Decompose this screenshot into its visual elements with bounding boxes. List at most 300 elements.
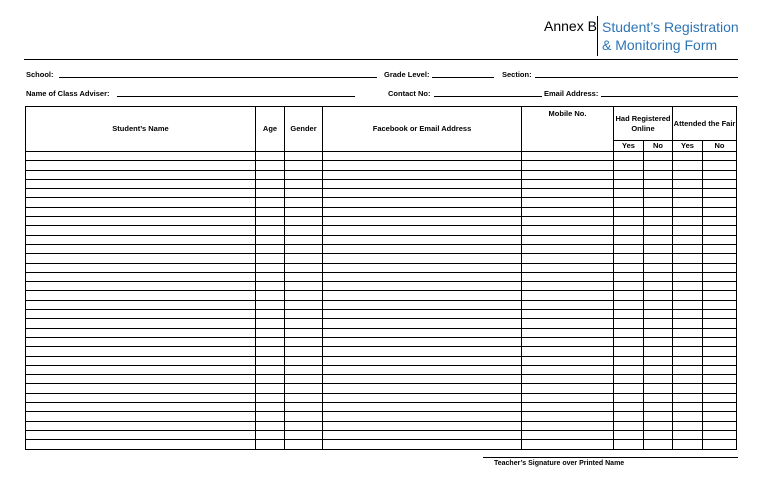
cell-gender[interactable] xyxy=(285,328,323,337)
cell-mobile-no[interactable] xyxy=(522,198,614,207)
cell-mobile-no[interactable] xyxy=(522,207,614,216)
cell-age[interactable] xyxy=(256,244,285,253)
cell-registered-yes[interactable] xyxy=(614,421,644,430)
cell-registered-no[interactable] xyxy=(644,347,673,356)
cell-facebook-email[interactable] xyxy=(323,365,522,374)
cell-attended-yes[interactable] xyxy=(673,189,703,198)
cell-attended-yes[interactable] xyxy=(673,319,703,328)
cell-age[interactable] xyxy=(256,310,285,319)
cell-age[interactable] xyxy=(256,300,285,309)
cell-gender[interactable] xyxy=(285,226,323,235)
cell-age[interactable] xyxy=(256,152,285,161)
cell-attended-yes[interactable] xyxy=(673,384,703,393)
cell-attended-yes[interactable] xyxy=(673,235,703,244)
cell-registered-no[interactable] xyxy=(644,310,673,319)
cell-registered-yes[interactable] xyxy=(614,217,644,226)
cell-age[interactable] xyxy=(256,319,285,328)
cell-attended-no[interactable] xyxy=(703,319,737,328)
signature-line[interactable] xyxy=(483,457,738,458)
cell-attended-yes[interactable] xyxy=(673,375,703,384)
cell-mobile-no[interactable] xyxy=(522,393,614,402)
cell-age[interactable] xyxy=(256,375,285,384)
cell-age[interactable] xyxy=(256,430,285,439)
cell-age[interactable] xyxy=(256,217,285,226)
cell-registered-yes[interactable] xyxy=(614,310,644,319)
cell-registered-no[interactable] xyxy=(644,282,673,291)
cell-mobile-no[interactable] xyxy=(522,189,614,198)
cell-registered-no[interactable] xyxy=(644,161,673,170)
cell-attended-no[interactable] xyxy=(703,254,737,263)
cell-attended-no[interactable] xyxy=(703,235,737,244)
cell-gender[interactable] xyxy=(285,263,323,272)
contact-no-field[interactable] xyxy=(434,96,542,97)
cell-gender[interactable] xyxy=(285,207,323,216)
cell-registered-yes[interactable] xyxy=(614,393,644,402)
cell-gender[interactable] xyxy=(285,282,323,291)
cell-gender[interactable] xyxy=(285,235,323,244)
cell-facebook-email[interactable] xyxy=(323,319,522,328)
cell-gender[interactable] xyxy=(285,189,323,198)
cell-attended-yes[interactable] xyxy=(673,337,703,346)
class-adviser-field[interactable] xyxy=(117,96,355,97)
cell-registered-yes[interactable] xyxy=(614,161,644,170)
cell-gender[interactable] xyxy=(285,393,323,402)
cell-attended-no[interactable] xyxy=(703,403,737,412)
cell-student-name[interactable] xyxy=(26,328,256,337)
cell-age[interactable] xyxy=(256,291,285,300)
cell-attended-no[interactable] xyxy=(703,384,737,393)
cell-mobile-no[interactable] xyxy=(522,291,614,300)
cell-gender[interactable] xyxy=(285,170,323,179)
cell-attended-no[interactable] xyxy=(703,179,737,188)
cell-age[interactable] xyxy=(256,403,285,412)
cell-facebook-email[interactable] xyxy=(323,244,522,253)
cell-mobile-no[interactable] xyxy=(522,263,614,272)
cell-registered-yes[interactable] xyxy=(614,235,644,244)
cell-registered-no[interactable] xyxy=(644,403,673,412)
cell-mobile-no[interactable] xyxy=(522,170,614,179)
cell-registered-no[interactable] xyxy=(644,189,673,198)
cell-facebook-email[interactable] xyxy=(323,356,522,365)
cell-attended-no[interactable] xyxy=(703,421,737,430)
cell-attended-yes[interactable] xyxy=(673,170,703,179)
cell-attended-no[interactable] xyxy=(703,152,737,161)
cell-attended-no[interactable] xyxy=(703,244,737,253)
cell-mobile-no[interactable] xyxy=(522,152,614,161)
cell-attended-yes[interactable] xyxy=(673,161,703,170)
cell-student-name[interactable] xyxy=(26,198,256,207)
cell-mobile-no[interactable] xyxy=(522,272,614,281)
cell-registered-yes[interactable] xyxy=(614,356,644,365)
cell-facebook-email[interactable] xyxy=(323,161,522,170)
cell-age[interactable] xyxy=(256,263,285,272)
cell-registered-yes[interactable] xyxy=(614,291,644,300)
cell-registered-yes[interactable] xyxy=(614,337,644,346)
cell-age[interactable] xyxy=(256,440,285,449)
cell-mobile-no[interactable] xyxy=(522,226,614,235)
cell-registered-no[interactable] xyxy=(644,170,673,179)
cell-facebook-email[interactable] xyxy=(323,189,522,198)
cell-registered-yes[interactable] xyxy=(614,319,644,328)
cell-attended-yes[interactable] xyxy=(673,356,703,365)
cell-attended-no[interactable] xyxy=(703,356,737,365)
cell-gender[interactable] xyxy=(285,430,323,439)
cell-mobile-no[interactable] xyxy=(522,254,614,263)
cell-student-name[interactable] xyxy=(26,310,256,319)
cell-gender[interactable] xyxy=(285,347,323,356)
cell-mobile-no[interactable] xyxy=(522,403,614,412)
cell-gender[interactable] xyxy=(285,217,323,226)
cell-gender[interactable] xyxy=(285,365,323,374)
cell-student-name[interactable] xyxy=(26,356,256,365)
cell-gender[interactable] xyxy=(285,412,323,421)
cell-facebook-email[interactable] xyxy=(323,403,522,412)
cell-age[interactable] xyxy=(256,207,285,216)
school-field[interactable] xyxy=(59,77,377,78)
cell-registered-yes[interactable] xyxy=(614,328,644,337)
cell-mobile-no[interactable] xyxy=(522,179,614,188)
cell-registered-no[interactable] xyxy=(644,291,673,300)
cell-attended-yes[interactable] xyxy=(673,272,703,281)
cell-attended-no[interactable] xyxy=(703,300,737,309)
cell-mobile-no[interactable] xyxy=(522,347,614,356)
cell-facebook-email[interactable] xyxy=(323,170,522,179)
cell-age[interactable] xyxy=(256,226,285,235)
table-row xyxy=(26,356,737,365)
cell-attended-no[interactable] xyxy=(703,207,737,216)
cell-student-name[interactable] xyxy=(26,161,256,170)
cell-facebook-email[interactable] xyxy=(323,198,522,207)
cell-registered-yes[interactable] xyxy=(614,152,644,161)
cell-age[interactable] xyxy=(256,235,285,244)
cell-student-name[interactable] xyxy=(26,365,256,374)
cell-gender[interactable] xyxy=(285,403,323,412)
cell-attended-no[interactable] xyxy=(703,365,737,374)
cell-facebook-email[interactable] xyxy=(323,430,522,439)
cell-gender[interactable] xyxy=(285,300,323,309)
cell-attended-yes[interactable] xyxy=(673,310,703,319)
cell-student-name[interactable] xyxy=(26,263,256,272)
cell-attended-no[interactable] xyxy=(703,440,737,449)
cell-attended-no[interactable] xyxy=(703,226,737,235)
cell-registered-no[interactable] xyxy=(644,412,673,421)
cell-registered-no[interactable] xyxy=(644,152,673,161)
cell-mobile-no[interactable] xyxy=(522,375,614,384)
cell-registered-yes[interactable] xyxy=(614,412,644,421)
cell-registered-yes[interactable] xyxy=(614,263,644,272)
cell-student-name[interactable] xyxy=(26,347,256,356)
cell-age[interactable] xyxy=(256,356,285,365)
cell-mobile-no[interactable] xyxy=(522,384,614,393)
cell-facebook-email[interactable] xyxy=(323,254,522,263)
cell-attended-yes[interactable] xyxy=(673,152,703,161)
cell-attended-no[interactable] xyxy=(703,412,737,421)
cell-student-name[interactable] xyxy=(26,226,256,235)
cell-attended-no[interactable] xyxy=(703,272,737,281)
cell-facebook-email[interactable] xyxy=(323,375,522,384)
cell-gender[interactable] xyxy=(285,440,323,449)
cell-facebook-email[interactable] xyxy=(323,179,522,188)
cell-gender[interactable] xyxy=(285,244,323,253)
cell-registered-no[interactable] xyxy=(644,337,673,346)
cell-facebook-email[interactable] xyxy=(323,272,522,281)
cell-attended-no[interactable] xyxy=(703,189,737,198)
cell-registered-no[interactable] xyxy=(644,235,673,244)
cell-age[interactable] xyxy=(256,189,285,198)
cell-student-name[interactable] xyxy=(26,337,256,346)
cell-student-name[interactable] xyxy=(26,319,256,328)
cell-registered-no[interactable] xyxy=(644,217,673,226)
cell-facebook-email[interactable] xyxy=(323,347,522,356)
cell-student-name[interactable] xyxy=(26,272,256,281)
cell-gender[interactable] xyxy=(285,291,323,300)
cell-mobile-no[interactable] xyxy=(522,356,614,365)
cell-attended-no[interactable] xyxy=(703,291,737,300)
cell-attended-yes[interactable] xyxy=(673,282,703,291)
cell-age[interactable] xyxy=(256,170,285,179)
cell-registered-no[interactable] xyxy=(644,179,673,188)
cell-registered-no[interactable] xyxy=(644,440,673,449)
cell-age[interactable] xyxy=(256,347,285,356)
cell-student-name[interactable] xyxy=(26,412,256,421)
cell-registered-no[interactable] xyxy=(644,328,673,337)
cell-facebook-email[interactable] xyxy=(323,207,522,216)
cell-registered-yes[interactable] xyxy=(614,244,644,253)
cell-registered-no[interactable] xyxy=(644,421,673,430)
cell-mobile-no[interactable] xyxy=(522,337,614,346)
cell-age[interactable] xyxy=(256,254,285,263)
cell-registered-yes[interactable] xyxy=(614,179,644,188)
cell-mobile-no[interactable] xyxy=(522,300,614,309)
cell-student-name[interactable] xyxy=(26,440,256,449)
cell-student-name[interactable] xyxy=(26,375,256,384)
cell-attended-yes[interactable] xyxy=(673,412,703,421)
cell-facebook-email[interactable] xyxy=(323,263,522,272)
cell-mobile-no[interactable] xyxy=(522,161,614,170)
cell-attended-no[interactable] xyxy=(703,170,737,179)
cell-attended-yes[interactable] xyxy=(673,328,703,337)
cell-attended-yes[interactable] xyxy=(673,254,703,263)
cell-age[interactable] xyxy=(256,393,285,402)
cell-registered-yes[interactable] xyxy=(614,347,644,356)
cell-age[interactable] xyxy=(256,337,285,346)
cell-mobile-no[interactable] xyxy=(522,310,614,319)
cell-gender[interactable] xyxy=(285,375,323,384)
cell-facebook-email[interactable] xyxy=(323,235,522,244)
table-row xyxy=(26,430,737,439)
cell-age[interactable] xyxy=(256,272,285,281)
cell-attended-yes[interactable] xyxy=(673,198,703,207)
cell-registered-no[interactable] xyxy=(644,254,673,263)
cell-student-name[interactable] xyxy=(26,244,256,253)
cell-student-name[interactable] xyxy=(26,300,256,309)
cell-mobile-no[interactable] xyxy=(522,217,614,226)
cell-attended-yes[interactable] xyxy=(673,217,703,226)
table-row xyxy=(26,226,737,235)
cell-gender[interactable] xyxy=(285,254,323,263)
cell-registered-no[interactable] xyxy=(644,226,673,235)
cell-mobile-no[interactable] xyxy=(522,421,614,430)
cell-age[interactable] xyxy=(256,282,285,291)
cell-registered-yes[interactable] xyxy=(614,365,644,374)
cell-registered-yes[interactable] xyxy=(614,189,644,198)
cell-facebook-email[interactable] xyxy=(323,152,522,161)
cell-attended-yes[interactable] xyxy=(673,403,703,412)
cell-age[interactable] xyxy=(256,328,285,337)
cell-attended-yes[interactable] xyxy=(673,421,703,430)
cell-facebook-email[interactable] xyxy=(323,300,522,309)
cell-gender[interactable] xyxy=(285,319,323,328)
cell-attended-no[interactable] xyxy=(703,328,737,337)
cell-attended-no[interactable] xyxy=(703,337,737,346)
cell-registered-no[interactable] xyxy=(644,319,673,328)
cell-student-name[interactable] xyxy=(26,179,256,188)
cell-attended-no[interactable] xyxy=(703,430,737,439)
cell-gender[interactable] xyxy=(285,272,323,281)
cell-mobile-no[interactable] xyxy=(522,430,614,439)
cell-attended-no[interactable] xyxy=(703,198,737,207)
cell-attended-no[interactable] xyxy=(703,282,737,291)
cell-gender[interactable] xyxy=(285,384,323,393)
cell-registered-yes[interactable] xyxy=(614,170,644,179)
cell-attended-yes[interactable] xyxy=(673,365,703,374)
cell-registered-yes[interactable] xyxy=(614,272,644,281)
cell-attended-yes[interactable] xyxy=(673,291,703,300)
cell-registered-yes[interactable] xyxy=(614,300,644,309)
cell-registered-no[interactable] xyxy=(644,375,673,384)
cell-mobile-no[interactable] xyxy=(522,412,614,421)
cell-mobile-no[interactable] xyxy=(522,235,614,244)
cell-gender[interactable] xyxy=(285,337,323,346)
cell-registered-yes[interactable] xyxy=(614,254,644,263)
cell-registered-yes[interactable] xyxy=(614,282,644,291)
cell-registered-no[interactable] xyxy=(644,263,673,272)
cell-student-name[interactable] xyxy=(26,170,256,179)
cell-student-name[interactable] xyxy=(26,384,256,393)
cell-attended-no[interactable] xyxy=(703,310,737,319)
cell-gender[interactable] xyxy=(285,198,323,207)
cell-gender[interactable] xyxy=(285,356,323,365)
cell-attended-no[interactable] xyxy=(703,217,737,226)
cell-age[interactable] xyxy=(256,421,285,430)
cell-age[interactable] xyxy=(256,179,285,188)
cell-attended-yes[interactable] xyxy=(673,244,703,253)
cell-registered-no[interactable] xyxy=(644,272,673,281)
cell-mobile-no[interactable] xyxy=(522,365,614,374)
cell-mobile-no[interactable] xyxy=(522,282,614,291)
cell-registered-no[interactable] xyxy=(644,207,673,216)
cell-registered-yes[interactable] xyxy=(614,440,644,449)
cell-mobile-no[interactable] xyxy=(522,440,614,449)
cell-registered-no[interactable] xyxy=(644,393,673,402)
cell-registered-no[interactable] xyxy=(644,356,673,365)
cell-registered-no[interactable] xyxy=(644,244,673,253)
cell-attended-no[interactable] xyxy=(703,161,737,170)
cell-gender[interactable] xyxy=(285,310,323,319)
cell-attended-yes[interactable] xyxy=(673,347,703,356)
cell-student-name[interactable] xyxy=(26,430,256,439)
cell-registered-no[interactable] xyxy=(644,430,673,439)
cell-attended-no[interactable] xyxy=(703,263,737,272)
cell-attended-yes[interactable] xyxy=(673,179,703,188)
cell-attended-yes[interactable] xyxy=(673,207,703,216)
cell-gender[interactable] xyxy=(285,152,323,161)
cell-mobile-no[interactable] xyxy=(522,244,614,253)
cell-registered-yes[interactable] xyxy=(614,375,644,384)
cell-facebook-email[interactable] xyxy=(323,337,522,346)
cell-registered-yes[interactable] xyxy=(614,198,644,207)
cell-attended-yes[interactable] xyxy=(673,393,703,402)
cell-facebook-email[interactable] xyxy=(323,328,522,337)
cell-gender[interactable] xyxy=(285,161,323,170)
grade-level-field[interactable] xyxy=(432,77,494,78)
cell-registered-no[interactable] xyxy=(644,384,673,393)
email-address-field[interactable] xyxy=(601,96,738,97)
cell-student-name[interactable] xyxy=(26,207,256,216)
cell-student-name[interactable] xyxy=(26,254,256,263)
cell-student-name[interactable] xyxy=(26,235,256,244)
cell-attended-no[interactable] xyxy=(703,393,737,402)
cell-student-name[interactable] xyxy=(26,217,256,226)
cell-student-name[interactable] xyxy=(26,152,256,161)
cell-mobile-no[interactable] xyxy=(522,328,614,337)
cell-facebook-email[interactable] xyxy=(323,412,522,421)
cell-registered-yes[interactable] xyxy=(614,403,644,412)
cell-attended-yes[interactable] xyxy=(673,226,703,235)
cell-registered-no[interactable] xyxy=(644,300,673,309)
cell-age[interactable] xyxy=(256,365,285,374)
cell-facebook-email[interactable] xyxy=(323,291,522,300)
cell-gender[interactable] xyxy=(285,421,323,430)
cell-student-name[interactable] xyxy=(26,393,256,402)
cell-facebook-email[interactable] xyxy=(323,226,522,235)
cell-student-name[interactable] xyxy=(26,421,256,430)
cell-registered-no[interactable] xyxy=(644,365,673,374)
cell-facebook-email[interactable] xyxy=(323,421,522,430)
cell-registered-no[interactable] xyxy=(644,198,673,207)
cell-age[interactable] xyxy=(256,384,285,393)
cell-age[interactable] xyxy=(256,161,285,170)
table-row xyxy=(26,300,737,309)
cell-student-name[interactable] xyxy=(26,403,256,412)
cell-gender[interactable] xyxy=(285,179,323,188)
cell-attended-no[interactable] xyxy=(703,347,737,356)
cell-age[interactable] xyxy=(256,412,285,421)
cell-facebook-email[interactable] xyxy=(323,384,522,393)
cell-registered-yes[interactable] xyxy=(614,226,644,235)
section-field[interactable] xyxy=(535,77,738,78)
cell-student-name[interactable] xyxy=(26,189,256,198)
cell-facebook-email[interactable] xyxy=(323,440,522,449)
cell-registered-yes[interactable] xyxy=(614,430,644,439)
cell-attended-yes[interactable] xyxy=(673,300,703,309)
cell-facebook-email[interactable] xyxy=(323,393,522,402)
cell-student-name[interactable] xyxy=(26,291,256,300)
cell-attended-yes[interactable] xyxy=(673,430,703,439)
cell-attended-no[interactable] xyxy=(703,375,737,384)
cell-attended-yes[interactable] xyxy=(673,263,703,272)
cell-facebook-email[interactable] xyxy=(323,310,522,319)
cell-age[interactable] xyxy=(256,198,285,207)
cell-mobile-no[interactable] xyxy=(522,319,614,328)
cell-registered-yes[interactable] xyxy=(614,384,644,393)
cell-attended-yes[interactable] xyxy=(673,440,703,449)
cell-facebook-email[interactable] xyxy=(323,217,522,226)
cell-registered-yes[interactable] xyxy=(614,207,644,216)
header-registered-online: Had Registered Online xyxy=(614,107,673,141)
cell-student-name[interactable] xyxy=(26,282,256,291)
cell-facebook-email[interactable] xyxy=(323,282,522,291)
